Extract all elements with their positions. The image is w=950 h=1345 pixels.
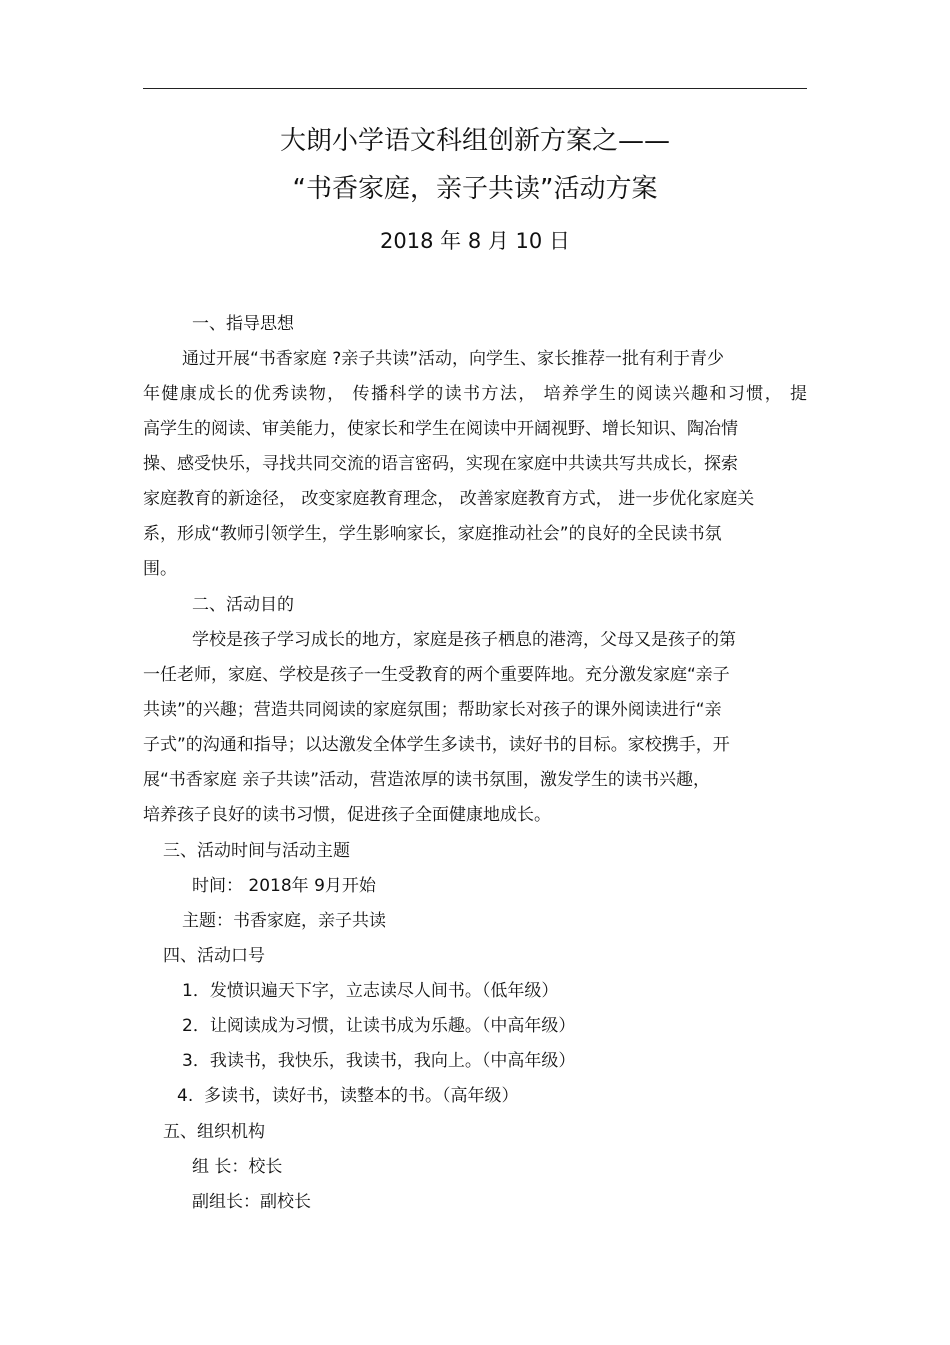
section1-line: 家庭教育的新途径， 改变家庭教育理念， 改善家庭教育方式， 进一步优化家庭关	[143, 489, 755, 509]
section4-heading: 四、活动口号	[163, 946, 265, 966]
slogan-item: 3．我读书，我快乐，我读书，我向上。（中高年级）	[182, 1051, 576, 1071]
section1-line: 系，形成“教师引领学生，学生影响家长，家庭推动社会”的良好的全民读书氛	[143, 524, 722, 544]
section1-line: 年健康成长的优秀读物， 传播科学的读书方法， 培养学生的阅读兴趣和习惯， 提	[143, 384, 807, 404]
slogan-item: 2．让阅读成为习惯，让读书成为乐趣。（中高年级）	[182, 1016, 576, 1036]
section2-line: 培养孩子良好的读书习惯，促进孩子全面健康地成长。	[143, 805, 551, 825]
section3-heading: 三、活动时间与活动主题	[163, 841, 350, 861]
activity-theme: 主题：书香家庭，亲子共读	[182, 911, 386, 931]
section2-line: 子式”的沟通和指导；以达激发全体学生多读书，读好书的目标。家校携手，开	[143, 735, 730, 755]
document-title-line2: “书香家庭，亲子共读”活动方案	[292, 174, 658, 204]
deputy-group-leader: 副组长：副校长	[192, 1192, 311, 1212]
group-leader: 组 长：校长	[192, 1157, 283, 1177]
section2-line: 展“书香家庭 亲子共读”活动，营造浓厚的读书氛围，激发学生的读书兴趣，	[143, 770, 711, 790]
section1-line: 高学生的阅读、审美能力，使家长和学生在阅读中开阔视野、增长知识、陶冶情	[143, 419, 738, 439]
section5-heading: 五、组织机构	[163, 1122, 265, 1142]
section2-line: 共读”的兴趣；营造共同阅读的家庭氛围；帮助家长对孩子的课外阅读进行“亲	[143, 700, 722, 720]
section1-line: 操、感受快乐，寻找共同交流的语言密码，实现在家庭中共读共写共成长，探索	[143, 454, 738, 474]
section1-line: 通过开展“书香家庭 ?亲子共读”活动，向学生、家长推荐一批有利于青少	[182, 349, 725, 369]
slogan-item: 4. 多读书，读好书，读整本的书。（高年级）	[177, 1086, 519, 1106]
document-date: 2018 年 8 月 10 日	[380, 229, 570, 253]
document-title-line1: 大朗小学语文科组创新方案之——	[279, 126, 670, 156]
slogan-item: 1．发愤识遍天下字，立志读尽人间书。（低年级）	[182, 981, 559, 1001]
section2-line: 学校是孩子学习成长的地方，家庭是孩子栖息的港湾，父母又是孩子的第	[192, 630, 736, 650]
section2-heading: 二、活动目的	[192, 595, 294, 615]
section1-heading: 一、指导思想	[192, 314, 294, 334]
header-rule	[143, 88, 807, 89]
section2-line: 一任老师，家庭、学校是孩子一生受教育的两个重要阵地。充分激发家庭“亲子	[143, 665, 730, 685]
activity-time: 时间： 2018年 9月开始	[192, 876, 376, 896]
section1-line: 围。	[143, 559, 177, 579]
